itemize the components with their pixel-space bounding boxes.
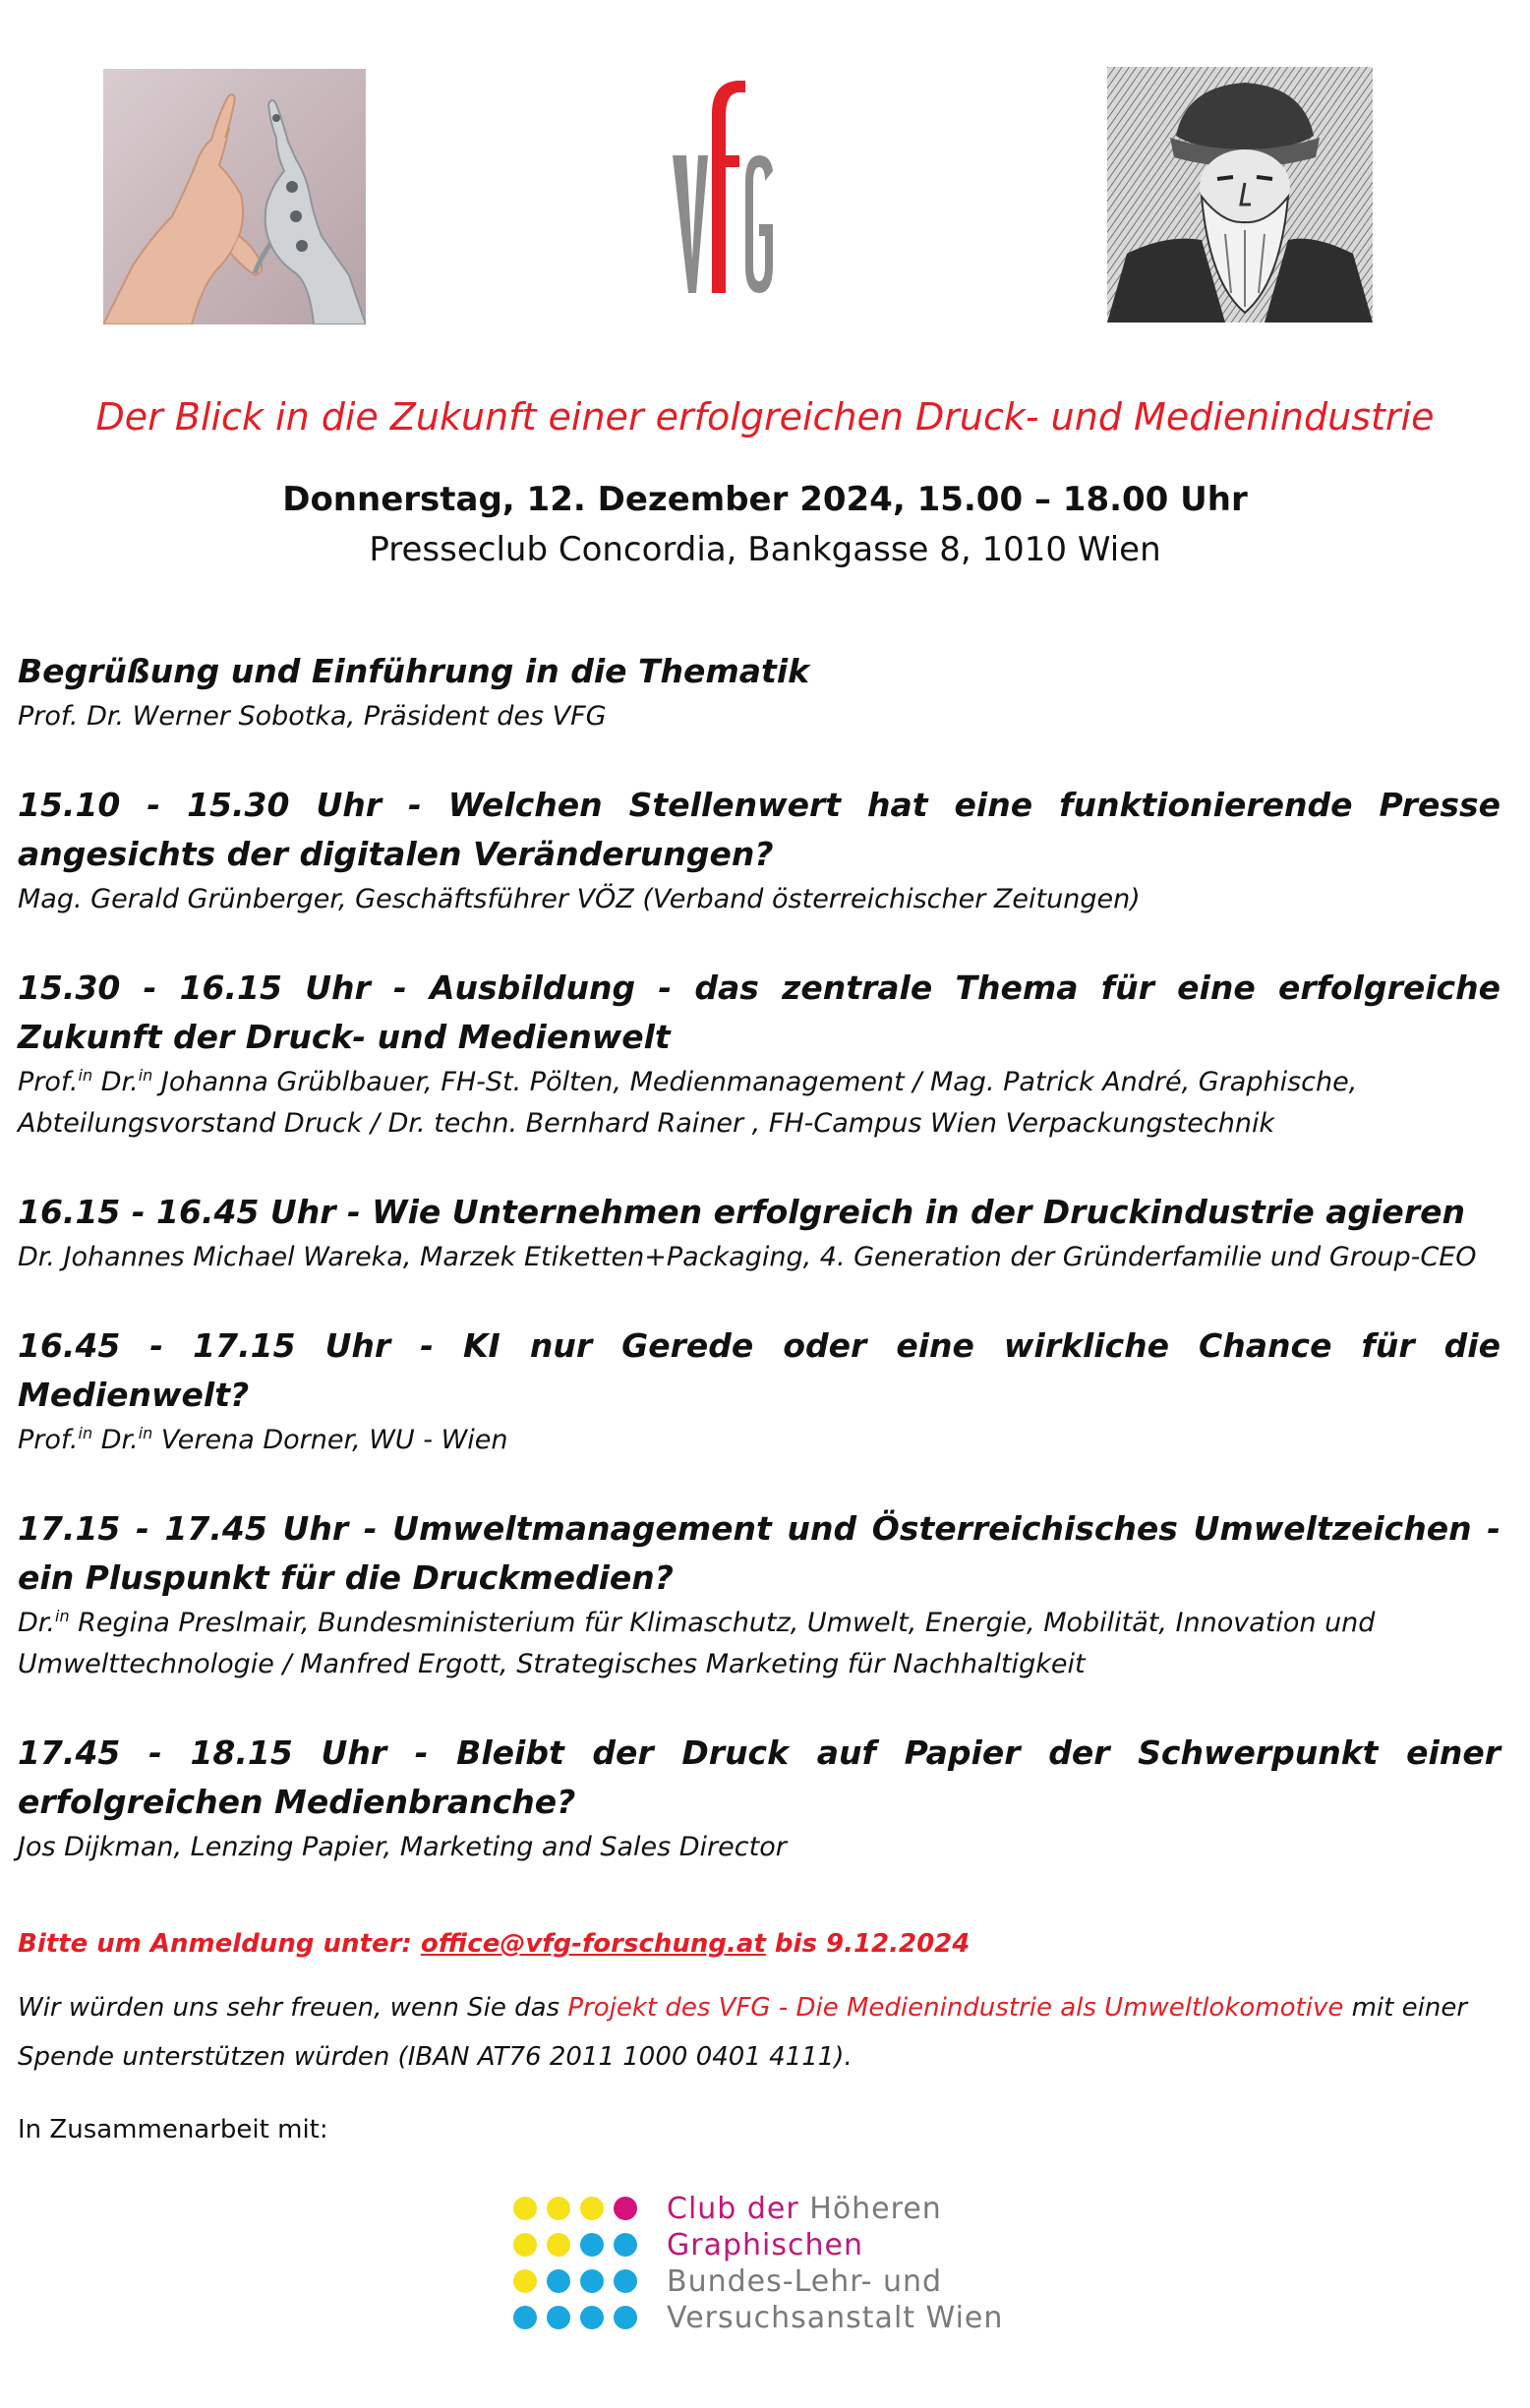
event-venue: Presseclub Concordia, Bankgasse 8, 1010 Wien [369, 530, 1161, 569]
dots-grid-icon [511, 2189, 659, 2346]
portrait-engraving [1107, 67, 1373, 323]
support-text: mit einer Spende unterstützen würden (IBAN AT76 2011 1000 0401 4111). [18, 1993, 1468, 2072]
club-logo-text [667, 2191, 1003, 2336]
registration-deadline: bis 9.12.2024 [765, 1929, 971, 1959]
speaker-text: Dr. [18, 1608, 55, 1638]
speaker-text: Dr. [92, 1425, 139, 1455]
project-name: Projekt des VFG - Die Medienindustrie als Umweltlokomotive [567, 1993, 1344, 2023]
speaker-text: Prof. [18, 1067, 79, 1097]
agenda-item-speaker: Jos Dijkman, Lenzing Papier, Marketing and Sales Director [18, 1832, 787, 1862]
club-logo-line: Graphischen [667, 2228, 863, 2262]
agenda-item [18, 1188, 1501, 1278]
agenda-item-title: 15.10 - 15.30 Uhr - Welchen Stellenwert hat eine funktionierende Presse angesichts der digitalen Veränderungen? [18, 786, 1501, 873]
club-logo-line [667, 2191, 1003, 2227]
agenda-item [18, 1321, 1501, 1461]
speaker-text: Prof. [18, 1425, 79, 1455]
speaker-text: Verena Dorner, WU - Wien [152, 1425, 508, 1455]
speaker-text: Dr. [92, 1067, 139, 1097]
agenda-item [18, 1729, 1501, 1868]
registration-note [18, 1924, 970, 1964]
club-logo-line: Bundes-Lehr- und [667, 2264, 943, 2299]
agenda-item-speaker [18, 1420, 1501, 1461]
speaker-text: Johanna Grüblbauer, FH-St. Pölten, Medienmanagement / Mag. Patrick André, Graphische, Abteilungsvorstand Druck / Dr. techn. Bernhard Rainer , FH-Campus Wien Verpackungstechnik [18, 1067, 1358, 1139]
vfg-logo-graphic [669, 75, 777, 303]
superscript: in [138, 1066, 153, 1085]
hands-illustration [103, 69, 366, 324]
agenda-item [18, 1504, 1501, 1685]
superscript: in [55, 1607, 70, 1625]
agenda-item-title: 17.15 - 17.45 Uhr - Umweltmanagement und Österreichisches Umweltzeichen - ein Pluspunkt für die Druckmedien? [18, 1509, 1501, 1597]
agenda-item [18, 647, 1501, 737]
agenda-item-title: 15.30 - 16.15 Uhr - Ausbildung - das zentrale Thema für eine erfolgreiche Zukunft der Druck- und Medienwelt [18, 969, 1501, 1056]
agenda-item-speaker [18, 1603, 1501, 1685]
agenda-item-speaker: Dr. Johannes Michael Wareka, Marzek Etiketten+Packaging, 4. Generation der Gründerfamilie und Group-CEO [18, 1242, 1477, 1272]
agenda-item-speaker: Prof. Dr. Werner Sobotka, Präsident des VFG [18, 701, 607, 732]
club-logo-line: Versuchsanstalt Wien [667, 2301, 1004, 2335]
superscript: in [78, 1424, 93, 1442]
registration-email-link[interactable]: office@vfg-forschung.at [420, 1929, 766, 1959]
club-logo-grey-text: Höheren [798, 2192, 942, 2226]
club-logo-pink-text: Club der [667, 2192, 799, 2226]
collaboration-label: In Zusammenarbeit mit: [18, 2115, 328, 2144]
agenda-item-speaker: Mag. Gerald Grünberger, Geschäftsführer VÖZ (Verband österreichischer Zeitungen) [18, 884, 1141, 914]
support-note [18, 1983, 1493, 2082]
gutenberg-portrait [1107, 67, 1373, 323]
agenda [18, 647, 1501, 1911]
agenda-item-speaker [18, 1062, 1501, 1145]
superscript: in [78, 1066, 93, 1085]
agenda-item-title: 16.45 - 17.15 Uhr - KI nur Gerede oder eine wirkliche Chance für die Medienwelt? [18, 1326, 1501, 1414]
hands-heart-image [103, 69, 366, 324]
event-title: Der Blick in die Zukunft einer erfolgreichen Druck- und Medienindustrie [95, 395, 1435, 439]
agenda-item [18, 964, 1501, 1145]
support-text: Wir würden uns sehr freuen, wenn Sie das [18, 1993, 568, 2023]
speaker-text: Regina Preslmair, Bundesministerium für Klimaschutz, Umwelt, Energie, Mobilität, Innovation und Umwelttechnologie / Manfred Ergott, Strategisches Marketing für Nachhaltigkeit [18, 1608, 1376, 1679]
agenda-item [18, 781, 1501, 920]
registration-prefix: Bitte um Anmeldung unter: [18, 1929, 421, 1959]
club-hoeheren-graphischen-logo [511, 2189, 1042, 2346]
vfg-logo [669, 75, 777, 303]
event-date: Donnerstag, 12. Dezember 2024, 15.00 – 18.00 Uhr [282, 480, 1248, 519]
superscript: in [138, 1424, 153, 1442]
agenda-item-title: Begrüßung und Einführung in die Thematik [18, 652, 810, 690]
agenda-item-title: 16.15 - 16.45 Uhr - Wie Unternehmen erfolgreich in der Druckindustrie agieren [18, 1193, 1465, 1231]
agenda-item-title: 17.45 - 18.15 Uhr - Bleibt der Druck auf Papier der Schwerpunkt einer erfolgreichen Medienbranche? [18, 1733, 1501, 1821]
